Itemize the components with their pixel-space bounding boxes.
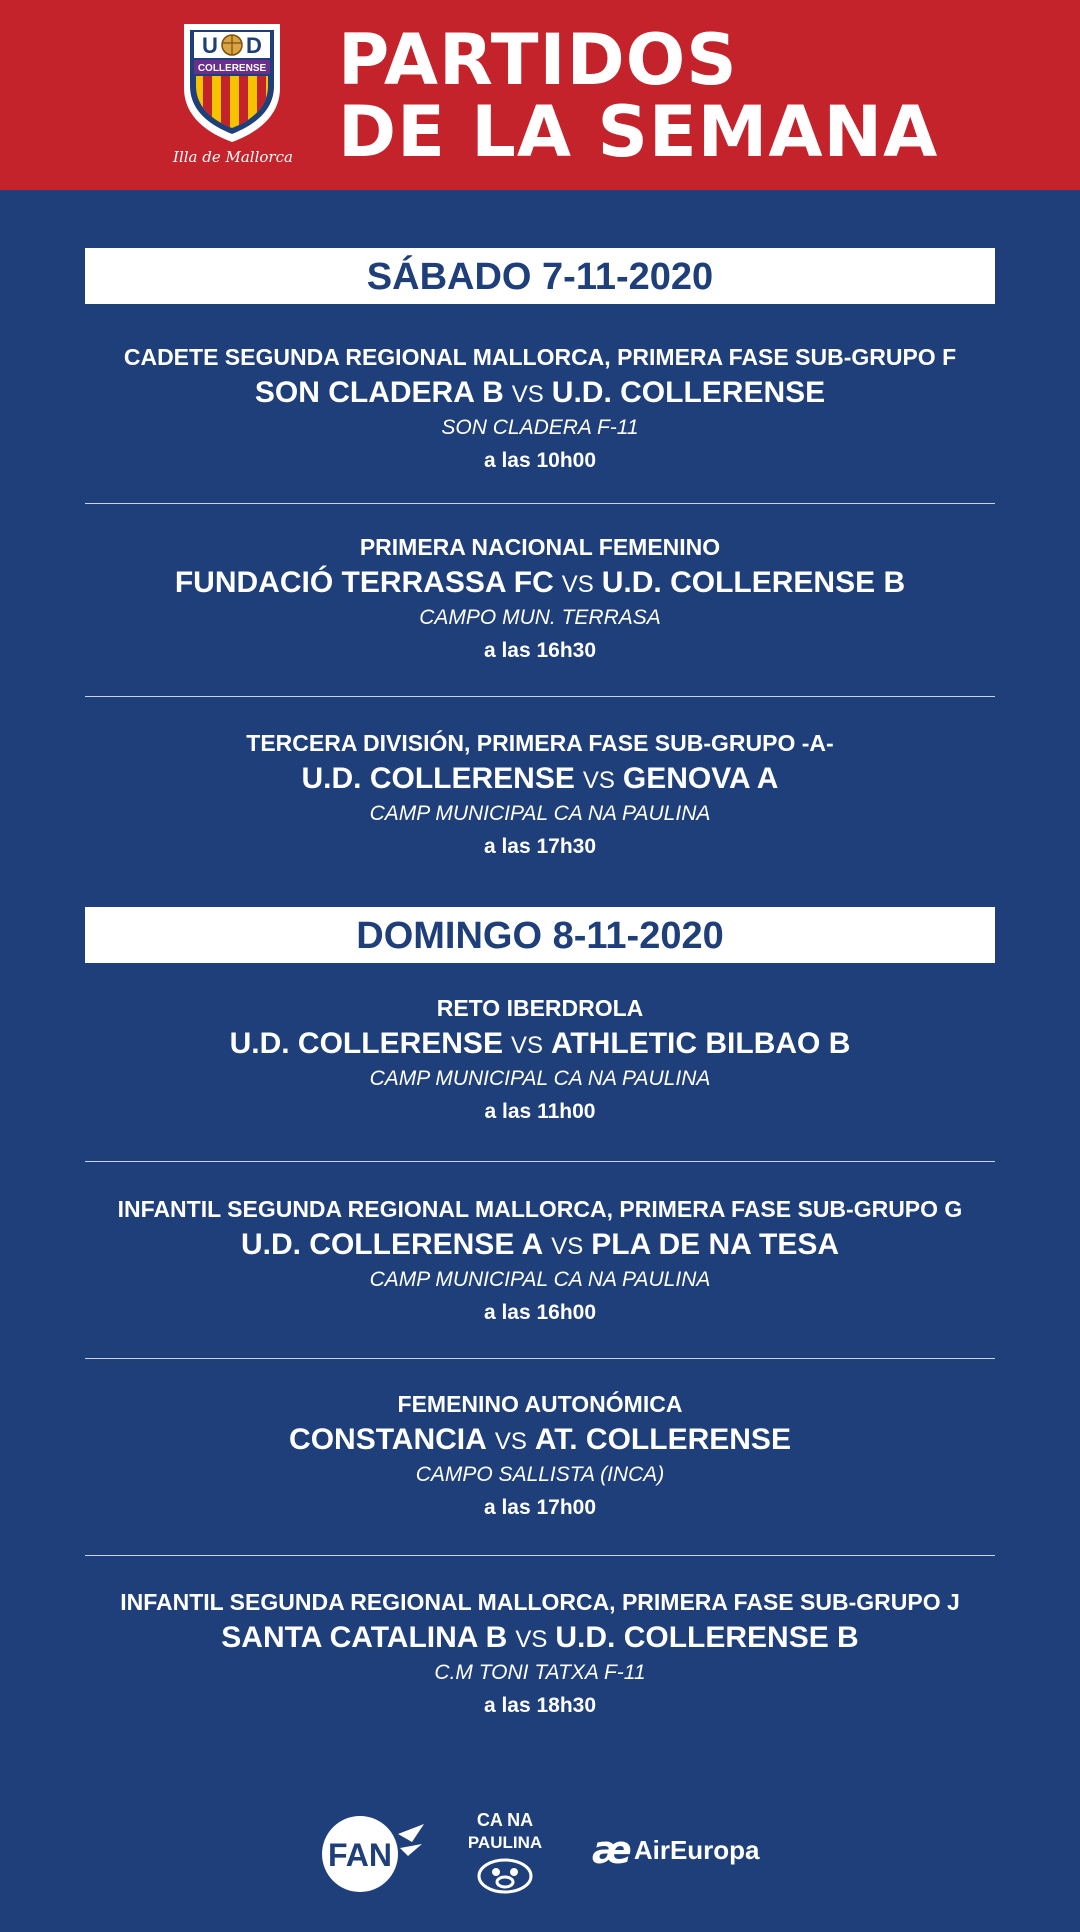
cnp-line1: CA NA xyxy=(476,1810,534,1830)
vs-label: VS xyxy=(561,571,594,598)
home-team: FUNDACIÓ TERRASSA FC xyxy=(174,566,554,599)
vs-label: VS xyxy=(582,767,615,794)
crest-name: COLLERENSE xyxy=(197,63,267,74)
away-team: U.D. COLLERENSE xyxy=(551,376,826,409)
away-team: AT. COLLERENSE xyxy=(534,1423,791,1456)
aireuropa-logo xyxy=(592,1828,760,1872)
away-team: U.D. COLLERENSE B xyxy=(555,1621,859,1654)
vs-label: VS xyxy=(515,1626,548,1653)
crest-initial-d: D xyxy=(246,33,262,58)
match-card xyxy=(80,342,1000,476)
day-header-sunday: DOMINGO 8-11-2020 xyxy=(85,907,995,963)
fan-logo-text: FAN xyxy=(328,1837,392,1873)
crest-tagline: Illa de Mallorca xyxy=(173,148,293,166)
match-card xyxy=(80,728,1000,862)
home-team: U.D. COLLERENSE A xyxy=(240,1228,544,1261)
match-teams xyxy=(80,1025,1000,1065)
page-title-line1: PARTIDOS xyxy=(338,19,738,101)
match-venue: SON CLADERA F-11 xyxy=(441,416,639,439)
fan-logo xyxy=(316,1808,426,1898)
divider xyxy=(85,503,995,504)
page-title-line2: DE LA SEMANA xyxy=(338,91,939,173)
match-teams xyxy=(80,1421,1000,1461)
home-team: U.D. COLLERENSE xyxy=(301,762,575,795)
match-card xyxy=(80,532,1000,666)
match-time: a las 16h30 xyxy=(483,639,597,662)
match-competition: INFANTIL SEGUNDA REGIONAL MALLORCA, PRIMERA FASE SUB-GRUPO J xyxy=(120,1589,960,1615)
crest-initial-u: U xyxy=(202,33,218,58)
match-time: a las 10h00 xyxy=(483,449,597,472)
home-team: SON CLADERA B xyxy=(254,376,504,409)
day-header-saturday: SÁBADO 7-11-2020 xyxy=(85,248,995,304)
divider xyxy=(85,1358,995,1359)
match-venue: CAMP MUNICIPAL CA NA PAULINA xyxy=(369,802,711,825)
match-competition: PRIMERA NACIONAL FEMENINO xyxy=(359,534,721,560)
match-competition: CADETE SEGUNDA REGIONAL MALLORCA, PRIMERA FASE SUB-GRUPO F xyxy=(123,344,957,370)
match-time: a las 17h00 xyxy=(483,1496,597,1519)
club-crest-logo xyxy=(176,18,288,144)
match-teams xyxy=(80,564,1000,604)
divider xyxy=(85,1555,995,1556)
away-team: U.D. COLLERENSE B xyxy=(601,566,906,599)
aireuropa-mark-icon: æ xyxy=(592,1828,632,1872)
home-team: SANTA CATALINA B xyxy=(221,1621,508,1654)
vs-label: VS xyxy=(511,381,544,408)
home-team: CONSTANCIA xyxy=(289,1423,487,1456)
header-banner xyxy=(0,0,1080,190)
sponsors-bar xyxy=(0,1800,1080,1900)
match-competition: INFANTIL SEGUNDA REGIONAL MALLORCA, PRIMERA FASE SUB-GRUPO G xyxy=(117,1196,963,1222)
vs-label: VS xyxy=(494,1428,527,1455)
aireuropa-name: AirEuropa xyxy=(633,1834,760,1865)
match-card xyxy=(80,1194,1000,1328)
pig-icon xyxy=(479,1860,531,1892)
away-team: PLA DE NA TESA xyxy=(591,1228,840,1261)
match-competition: FEMENINO AUTONÓMICA xyxy=(397,1391,683,1417)
vs-label: VS xyxy=(551,1233,584,1260)
match-competition: TERCERA DIVISIÓN, PRIMERA FASE SUB-GRUPO -A- xyxy=(246,730,834,756)
away-team: GENOVA A xyxy=(622,762,779,795)
match-teams xyxy=(80,1619,1000,1659)
match-teams xyxy=(80,374,1000,414)
match-venue: CAMPO SALLISTA (INCA) xyxy=(415,1463,665,1486)
ca-na-paulina-logo xyxy=(462,1806,548,1900)
match-time: a las 17h30 xyxy=(483,835,597,858)
match-venue: CAMP MUNICIPAL CA NA PAULINA xyxy=(369,1067,711,1090)
divider xyxy=(85,1161,995,1162)
divider xyxy=(85,696,995,697)
match-card xyxy=(80,993,1000,1127)
match-card xyxy=(80,1389,1000,1523)
match-venue: CAMP MUNICIPAL CA NA PAULINA xyxy=(369,1268,711,1291)
match-venue: CAMPO MUN. TERRASA xyxy=(419,606,661,629)
match-card xyxy=(80,1587,1000,1721)
match-teams xyxy=(80,1226,1000,1266)
match-competition: RETO IBERDROLA xyxy=(436,995,644,1021)
away-team: ATHLETIC BILBAO B xyxy=(550,1027,851,1060)
match-time: a las 11h00 xyxy=(484,1100,596,1123)
match-teams xyxy=(80,760,1000,800)
match-venue: C.M TONI TATXA F-11 xyxy=(434,1661,646,1684)
match-time: a las 16h00 xyxy=(483,1301,597,1324)
page-title xyxy=(338,19,939,173)
cnp-line2: PAULINA xyxy=(467,1833,543,1852)
vs-label: VS xyxy=(510,1032,543,1059)
home-team: U.D. COLLERENSE xyxy=(229,1027,503,1060)
match-time: a las 18h30 xyxy=(483,1694,597,1717)
